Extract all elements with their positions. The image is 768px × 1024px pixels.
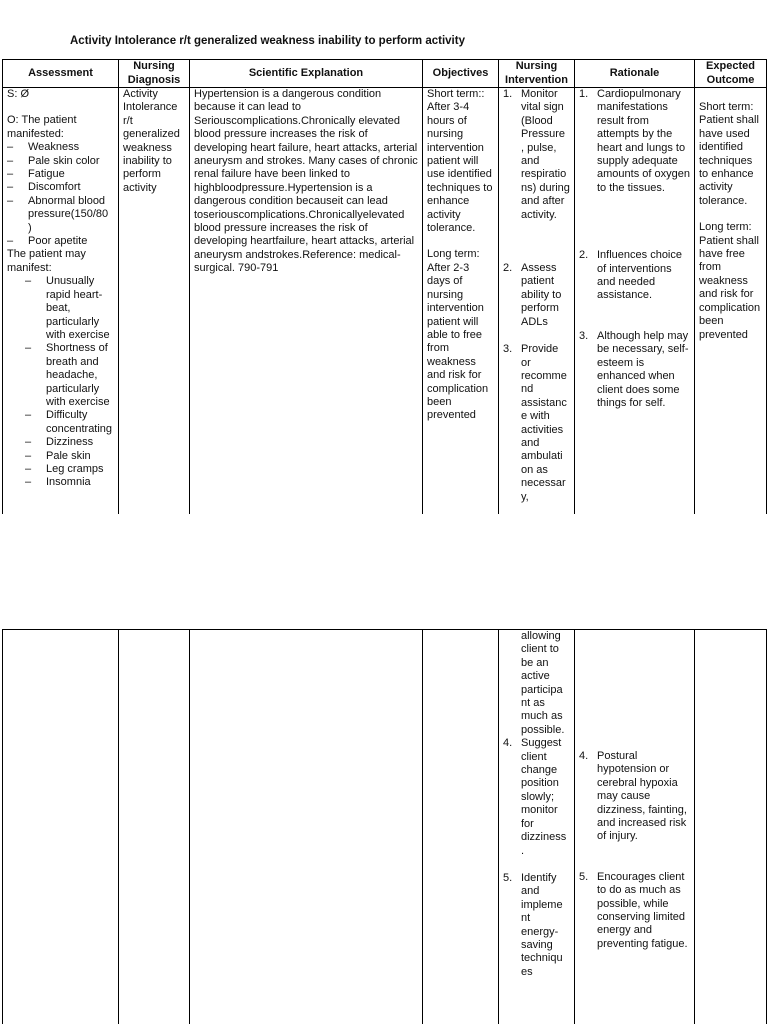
item-text: Cardiopulmonary manifestations result from attempts by the heart and lungs to supply adequate amounts of oxygen to the tissues. xyxy=(597,88,690,194)
scientific-explanation-cell xyxy=(190,630,423,1024)
item-text: Assess patient ability to perform ADLs xyxy=(521,262,562,328)
long-term-outcome: Long term: Patient shall have free from weakness and risk for complication been prevented xyxy=(699,221,761,341)
item-text: Influences choice of interventions and needed assistance. xyxy=(597,249,682,302)
objectives-cell xyxy=(423,88,499,515)
short-term-outcome: Short term: Patient shall have used identified techniques to enhance activity tolerance. xyxy=(699,101,759,207)
list-item: – Pale skin color xyxy=(7,155,114,168)
may-manifest-intro: The patient may manifest: xyxy=(7,248,86,274)
item-number: 3. xyxy=(579,329,589,342)
header-objectives: Objectives xyxy=(423,60,499,88)
list-item: – Pale skin xyxy=(7,450,114,463)
header-nursing-intervention: Nursing Intervention xyxy=(499,60,575,88)
list-item: – Difficulty concentrating xyxy=(7,409,114,436)
rationale-list xyxy=(579,88,690,410)
list-item: – Leg cramps xyxy=(7,463,114,476)
nursing-intervention-cell xyxy=(499,88,575,515)
nursing-intervention-cell xyxy=(499,630,575,1024)
list-item: – Unusually rapid heart-beat, particularly with exercise xyxy=(7,275,114,342)
header-assessment: Assessment xyxy=(3,60,119,88)
item-text: Monitor vital sign (Blood Pressure , pulse, and respiratio ns) during and after activity. xyxy=(521,88,570,221)
header-rationale: Rationale xyxy=(575,60,695,88)
list-item xyxy=(579,871,690,951)
list-item: – Shortness of breath and headache, particularly with exercise xyxy=(7,342,114,409)
list-item: – Abnormal blood pressure(150/80 ) xyxy=(7,195,114,235)
table-row xyxy=(3,88,767,515)
care-plan-table-page-1 xyxy=(2,59,767,514)
item-text: allowing client to be an active participa nt as much as possible. xyxy=(521,630,565,736)
nursing-diagnosis-cell: Activity Intolerance r/t generalized weakness inability to perform activity xyxy=(119,88,190,515)
intervention-list xyxy=(503,88,570,504)
table-row xyxy=(3,630,767,1024)
subjective-data: S: Ø xyxy=(7,88,30,100)
header-scientific-explanation: Scientific Explanation xyxy=(190,60,423,88)
expected-outcome-cell xyxy=(695,630,767,1024)
expected-outcome-cell xyxy=(695,88,767,515)
item-number: 5. xyxy=(579,870,589,883)
header-row xyxy=(3,60,767,88)
item-number: 4. xyxy=(503,737,513,750)
document-title: Activity Intolerance r/t generalized weakness inability to perform activity xyxy=(70,35,465,47)
item-text: Although help may be necessary, self-esteem is enhanced when client does some things for self. xyxy=(597,329,689,409)
list-item xyxy=(579,330,690,410)
intervention-list-continued xyxy=(503,630,570,979)
item-number: 5. xyxy=(503,871,513,884)
list-item xyxy=(503,88,570,222)
manifested-list xyxy=(7,141,114,248)
item-number: 1. xyxy=(579,88,589,100)
rationale-list-continued xyxy=(579,750,690,951)
list-item: – Fatigue xyxy=(7,168,114,181)
care-plan-table-page-2 xyxy=(2,629,767,1024)
list-item: – Dizziness xyxy=(7,436,114,449)
header-expected-outcome: Expected Outcome xyxy=(695,60,767,88)
assessment-cell xyxy=(3,630,119,1024)
item-number: 3. xyxy=(503,343,513,356)
list-item xyxy=(503,872,570,979)
header-nursing-diagnosis: Nursing Diagnosis xyxy=(119,60,190,88)
item-number: 4. xyxy=(579,750,589,762)
list-item: – Insomnia xyxy=(7,476,114,489)
item-text: Encourages client to do as much as possible, while conserving limited energy and preventing fatigue. xyxy=(597,870,688,950)
list-item: – Poor apetite xyxy=(7,235,114,248)
long-term-objective: Long term: After 2-3 days of nursing intervention patient will able to free from weakness and risk for complication been prevented xyxy=(427,248,489,422)
item-text: Provide or recomme nd assistanc e with activities and ambulati on as necessar y, xyxy=(521,343,567,503)
list-item: – Weakness xyxy=(7,141,114,154)
item-text: Suggest client change position slowly; monitor for dizziness . xyxy=(521,737,567,857)
objectives-cell xyxy=(423,630,499,1024)
nursing-diagnosis-cell xyxy=(119,630,190,1024)
list-item xyxy=(579,750,690,844)
rationale-cell xyxy=(575,630,695,1024)
objective-intro: O: The patient manifested: xyxy=(7,114,77,140)
scientific-explanation-cell: Hypertension is a dangerous condition because it can lead to Seriouscomplications.Chronically elevated blood pressure increases the risk of developing heart failure, heart attacks, arterial aneurysm and strokes. Many cases of chronic renal failure have been linked to highbloodpressure.Hypertension is a dangerous condition becauseit can lead toseriouscomplications.Chronicallyelevated blood pressure increases the risk of developing heartfailure, heart attacks, arterial aneurysm andstrokes.Reference: medical-surgical. 790-791 xyxy=(190,88,423,515)
rationale-cell xyxy=(575,88,695,515)
item-number: 1. xyxy=(503,88,513,100)
item-number: 2. xyxy=(579,249,589,262)
list-item xyxy=(503,630,570,737)
item-text: Identify and impleme nt energy-saving techniqu es xyxy=(521,871,563,978)
short-term-objective: Short term:: After 3-4 hours of nursing intervention patient will use identified techniques to enhance activity tolerance. xyxy=(427,88,493,235)
list-item xyxy=(579,88,690,195)
list-item xyxy=(503,737,570,858)
list-item: – Discomfort xyxy=(7,181,114,194)
list-item xyxy=(503,343,570,504)
list-item xyxy=(579,249,690,303)
assessment-cell xyxy=(3,88,119,515)
list-item xyxy=(503,262,570,329)
may-manifest-list xyxy=(7,275,114,490)
item-text: Postural hypotension or cerebral hypoxia may cause dizziness, fainting, and increased risk of injury. xyxy=(597,750,687,843)
item-number: 2. xyxy=(503,262,513,275)
